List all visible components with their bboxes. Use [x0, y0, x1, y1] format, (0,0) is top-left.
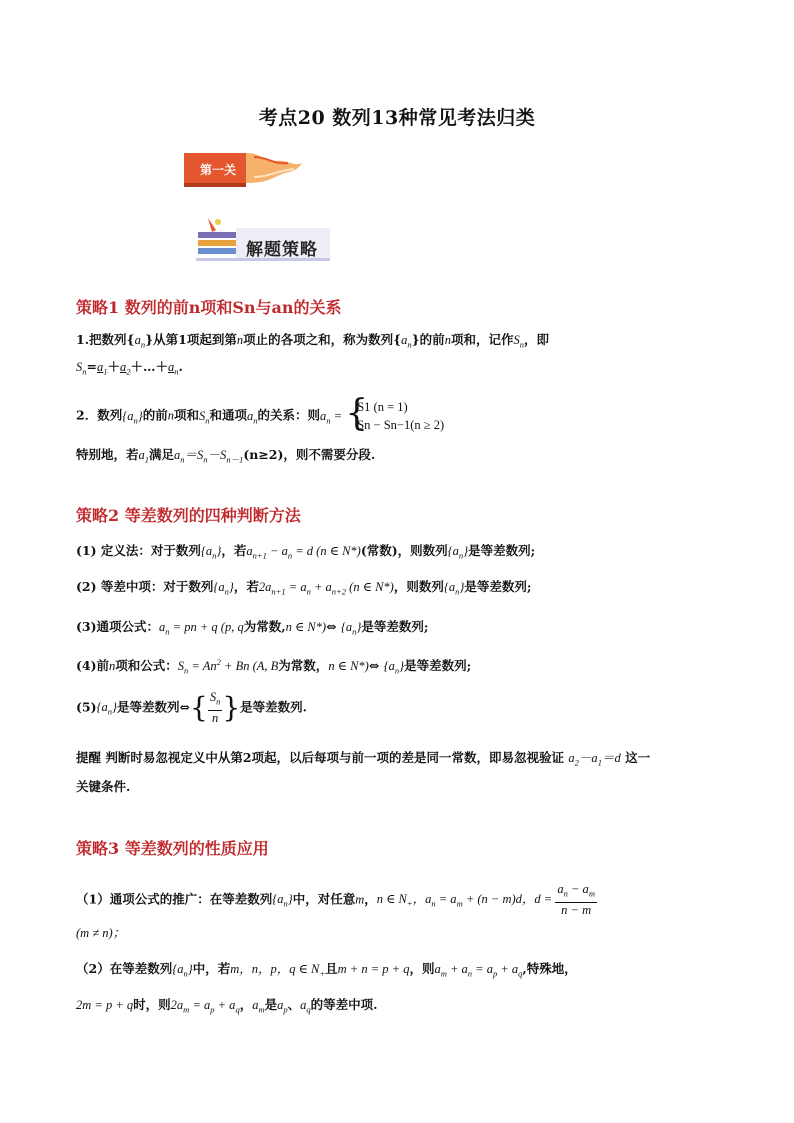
strategy-2-method-3: (3)通项公式：$a_n$ = pn + q (p, q为常数,n ∈ N*)⇔ $\{a_n\}$是等差数列;	[76, 619, 429, 637]
strategy-1-sum-formula: $S_n=a_1+a_2+\dots+a_n$.	[76, 359, 183, 377]
page-title: 考点20 数列13种常见考法归类	[258, 107, 536, 129]
strategy-2-method-5: $(5)\{a_n\}$是等差数列⇔{ $\frac{S_n}{n}$ }是等差数列.	[76, 690, 308, 725]
common-difference-fraction: $\frac{a_n - a_m}{n - m}$	[557, 882, 595, 917]
strategy-1-paragraph-1: 1.把数列$\{a_n\}$从第1项起到第n项止的各项之和，称为数列$\{a_n\}$的前n项和，记作$S_n$，即	[76, 332, 549, 350]
strategy-2-method-2: (2) 等差中项：对于数列$\{a_n\}$，若$2a_{n+1} = a_n + a_{n+2}$ (n ∈ N*)，则数列$\{a_n\}$是等差数列;	[76, 579, 532, 597]
strategy-3-property-2: （2）在等差数列$\{a_n\}$中，若m，n，p，q ∈ $N_+$且m + n = p + q，则$a_m + a_n = a_p + a_q$,特殊地，	[76, 961, 577, 979]
level-banner-label: 第一关	[200, 163, 237, 177]
strategy-2-note-line-1: 提醒 判断时易忽视定义中从第2项起，以后每项与前一项的差是同一常数，即易忽视验证 $a_2-a_1=d$ 这一	[76, 750, 651, 768]
strategy-2-method-4: (4)前n项和公式：$S_n = An^2 + Bn$ (A, B为常数，n ∈ N*)⇔ $\{a_n\}$是等差数列;	[76, 657, 472, 676]
piecewise-definition: { S1 (n = 1) Sn − Sn−1(n ≥ 2)	[345, 393, 445, 434]
strategy-3-condition: (m ≠ n)；	[76, 926, 126, 940]
strategy-3-property-1: （1）通项公式的推广：在等差数列$\{a_n\}$中，对任意m，n ∈ $N_+$，$a_n = a_m + (n - m)d$，d = $\frac{a_n - a_m}{n - m}$	[76, 882, 595, 917]
sn-over-n-fraction: $\frac{S_n}{n}$	[209, 690, 221, 725]
strategy-2-method-1: (1) 定义法：对于数列$\{a_n\}$，若$a_{n+1} - a_n = d$ (n ∈ N*)(常数)，则数列$\{a_n\}$是等差数列;	[76, 543, 536, 561]
strategy-1-paragraph-3: 特别地，若$a_1$满足$a_n=S_n-S_{n-1}(n\ge 2)$，则不需要分段.	[76, 447, 376, 465]
strategy-3-property-2-cont: 2m = p + q时，则$2a_m = a_p + a_q$，$a_m$是$a_p$、$a_q$的等差中项.	[76, 997, 378, 1015]
strategy-banner-label: 解题策略	[246, 240, 318, 260]
case-row-1: S1 (n = 1)	[357, 400, 408, 414]
strategy-2-note-line-2: 关键条件.	[76, 779, 131, 794]
strategy-1-heading: 策略1 数列的前n项和Sn与an的关系	[76, 298, 342, 317]
strategy-1-paragraph-2: 2．数列$\{a_n\}$的前n项和$S_n$和通项$a_n$的关系：则$a_n$ = { S1 (n = 1) Sn − Sn−1(n ≥ 2)	[76, 393, 445, 434]
strategy-3-heading: 策略3 等差数列的性质应用	[76, 839, 269, 858]
case-row-2: Sn − Sn−1(n ≥ 2)	[357, 418, 445, 432]
strategy-2-heading: 策略2 等差数列的四种判断方法	[76, 506, 301, 525]
